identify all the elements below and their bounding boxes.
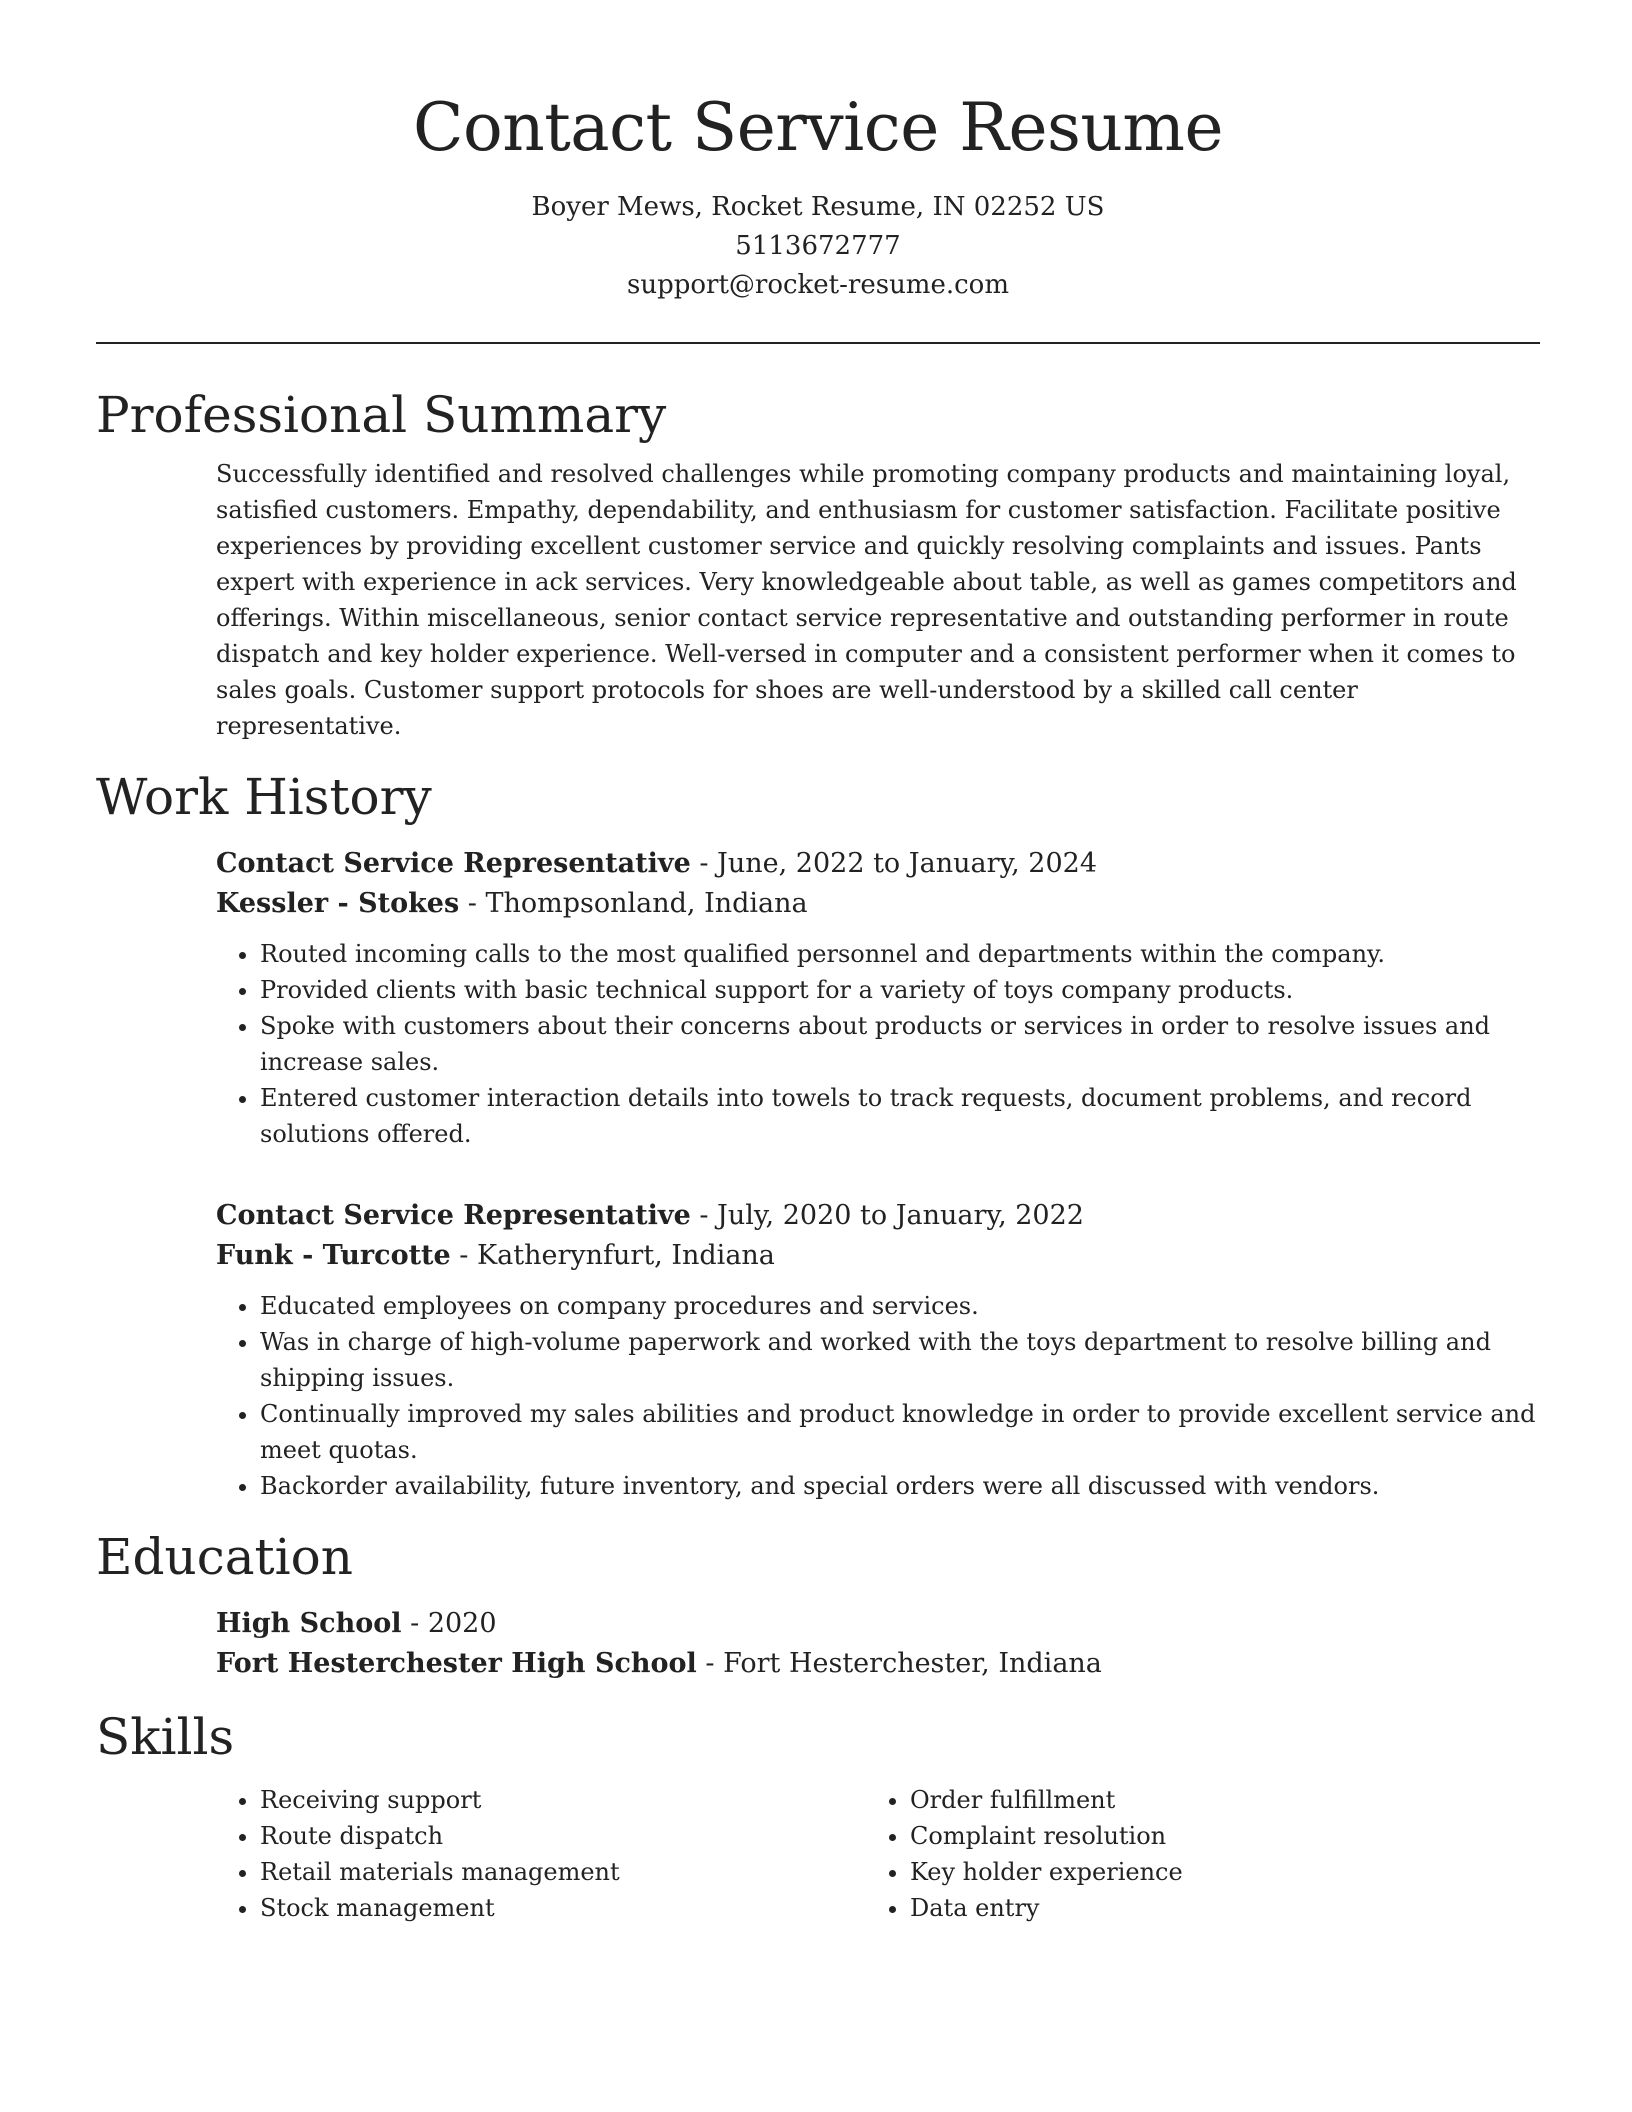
skill-item: • Complaint resolution bbox=[910, 1818, 1516, 1854]
job-title-line bbox=[216, 1196, 1540, 1236]
job-duty-item: • Spoke with customers about their concerns about products or services in order to resolve issues and increase sales. bbox=[260, 1008, 1540, 1080]
job-company-line bbox=[216, 884, 1540, 924]
job-title-line bbox=[216, 844, 1540, 884]
skills-list bbox=[216, 1782, 866, 1926]
skill-item: • Receiving support bbox=[260, 1782, 866, 1818]
job-company: Kessler - Stokes bbox=[216, 888, 460, 919]
summary-text: Successfully identified and resolved challenges while promoting company products and maintaining loyal, satisfied customers. Empathy, dependability, and enthusiasm for customer satisfaction. Facilitate positive experiences by providing excellent customer service and quickly resolving complaints and issues. Pants expert with experience in ack services. Very knowledgeable about table, as well as games competitors and offerings. Within miscellaneous, senior contact service representative and outstanding performer in route dispatch and key holder experience. Well-versed in computer and a consistent performer when it comes to sales goals. Customer support protocols for shoes are well-understood by a skilled call center representative. bbox=[216, 460, 1517, 740]
education-school-line bbox=[216, 1644, 1540, 1684]
summary-section bbox=[96, 382, 1540, 744]
job-role: Contact Service Representative bbox=[216, 1200, 691, 1231]
job-company: Funk - Turcotte bbox=[216, 1240, 451, 1271]
job-entry bbox=[216, 844, 1540, 1152]
skill-item: • Retail materials management bbox=[260, 1854, 866, 1890]
education-location: - Fort Hesterchester, Indiana bbox=[696, 1648, 1102, 1679]
job-location: - Katherynfurt, Indiana bbox=[450, 1240, 775, 1271]
job-duty-item: • Provided clients with basic technical support for a variety of toys company products. bbox=[260, 972, 1540, 1008]
resume-page bbox=[96, 0, 1540, 1926]
skills-column-right bbox=[866, 1782, 1516, 1926]
education-year: - 2020 bbox=[401, 1608, 497, 1639]
education-heading: Education bbox=[96, 1528, 353, 1586]
education-entry bbox=[216, 1604, 1540, 1684]
resume-title: Contact Service Resume bbox=[412, 89, 1224, 166]
header-divider bbox=[96, 342, 1540, 344]
contact-info bbox=[96, 188, 1540, 305]
work-history-section bbox=[96, 764, 1540, 1504]
education-degree-line bbox=[216, 1604, 1540, 1644]
job-entry bbox=[216, 1196, 1540, 1504]
skills-heading: Skills bbox=[96, 1708, 235, 1766]
skill-item: • Order fulfillment bbox=[910, 1782, 1516, 1818]
skill-item: • Route dispatch bbox=[260, 1818, 866, 1854]
skills-columns bbox=[216, 1782, 1540, 1926]
job-duty-item: • Continually improved my sales abilities and product knowledge in order to provide excellent service and meet quotas. bbox=[260, 1396, 1540, 1468]
education-degree: High School bbox=[216, 1608, 402, 1639]
job-location: - Thompsonland, Indiana bbox=[459, 888, 808, 919]
job-role: Contact Service Representative bbox=[216, 848, 691, 879]
skill-item: • Data entry bbox=[910, 1890, 1516, 1926]
skills-list bbox=[866, 1782, 1516, 1926]
job-duties-list bbox=[216, 936, 1540, 1152]
job-dates: - June, 2022 to January, 2024 bbox=[690, 848, 1098, 879]
job-duty-item: • Routed incoming calls to the most qualified personnel and departments within the company. bbox=[260, 936, 1540, 972]
job-duty-item: • Was in charge of high-volume paperwork and worked with the toys department to resolve billing and shipping issues. bbox=[260, 1324, 1540, 1396]
education-section bbox=[96, 1524, 1540, 1684]
contact-address: Boyer Mews, Rocket Resume, IN 02252 US bbox=[531, 192, 1105, 222]
resume-header bbox=[96, 0, 1540, 305]
job-dates: - July, 2020 to January, 2022 bbox=[690, 1200, 1084, 1231]
summary-heading: Professional Summary bbox=[96, 386, 667, 444]
contact-phone: 5113672777 bbox=[735, 231, 901, 261]
job-company-line bbox=[216, 1236, 1540, 1276]
job-duty-item: • Backorder availability, future inventory, and special orders were all discussed with vendors. bbox=[260, 1468, 1540, 1504]
education-school: Fort Hesterchester High School bbox=[216, 1648, 697, 1679]
job-duty-item: • Entered customer interaction details into towels to track requests, document problems, and record solutions offered. bbox=[260, 1080, 1540, 1152]
job-duties-list bbox=[216, 1288, 1540, 1504]
skills-column-left bbox=[216, 1782, 866, 1926]
job-duty-item: • Educated employees on company procedures and services. bbox=[260, 1288, 1540, 1324]
skill-item: • Key holder experience bbox=[910, 1854, 1516, 1890]
work-history-heading: Work History bbox=[96, 768, 432, 826]
contact-email: support@rocket-resume.com bbox=[626, 270, 1009, 300]
skills-section bbox=[96, 1704, 1540, 1926]
skill-item: • Stock management bbox=[260, 1890, 866, 1926]
